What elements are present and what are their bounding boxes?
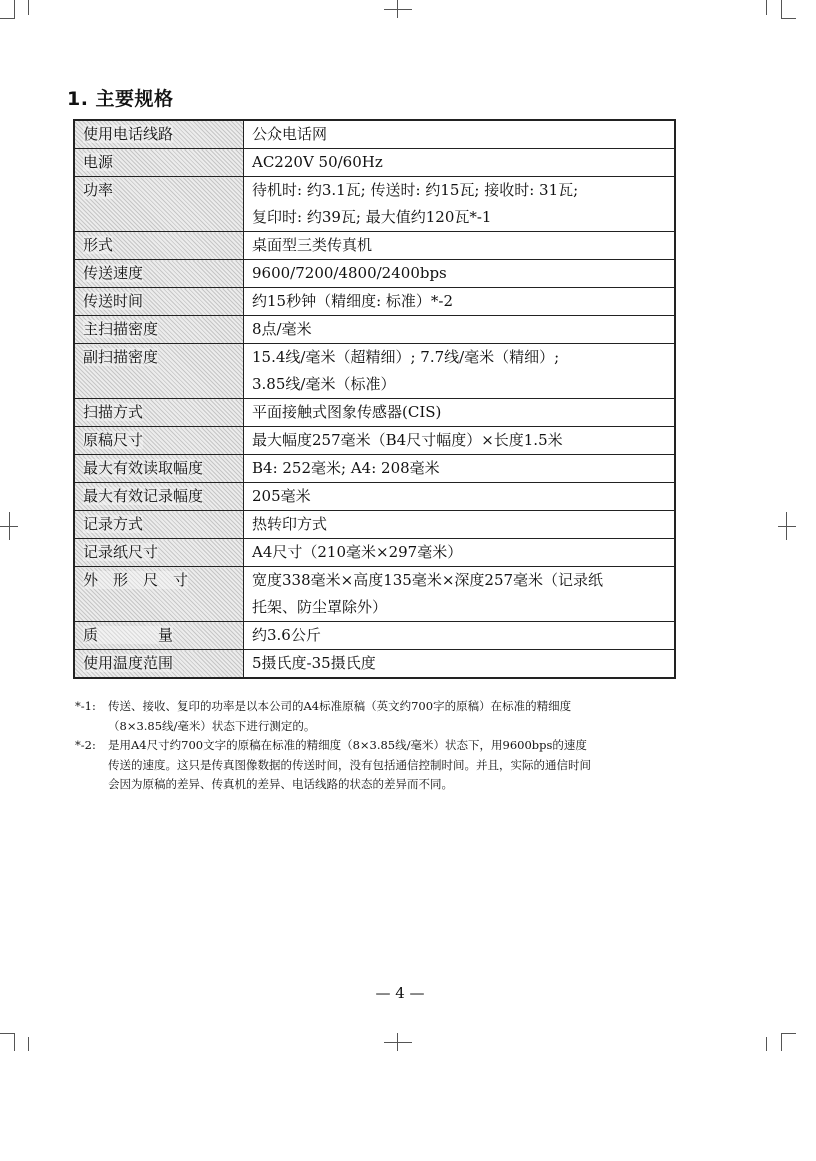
spec-value-line: 托架、防尘罩除外） bbox=[252, 598, 388, 616]
spec-value bbox=[244, 344, 676, 399]
footnote-text: 是用A4尺寸约700文字的原稿在标准的精细度（8×3.85线/毫米）状态下，用9600bps的速度传送的速度。这只是传真图像数据的传送时间，没有包括通信控制时间。并且，实际的通信时间会因为原稿的差异、传真机的差异、电话线路的状态的差异而不同。 bbox=[108, 738, 591, 791]
spec-value: B4: 252毫米; A4: 208毫米 bbox=[244, 455, 676, 483]
spec-label: 副扫描密度 bbox=[83, 348, 159, 366]
spec-label: 外 形 尺 寸 bbox=[83, 571, 189, 589]
footnote bbox=[75, 697, 595, 736]
table-row bbox=[74, 483, 675, 511]
table-row bbox=[74, 120, 675, 149]
spec-label: 扫描方式 bbox=[83, 403, 144, 421]
spec-label: 功率 bbox=[83, 181, 114, 199]
table-row bbox=[74, 232, 675, 260]
spec-value: 205毫米 bbox=[244, 483, 676, 511]
spec-value: 9600/7200/4800/2400bps bbox=[244, 260, 676, 288]
spec-label: 使用温度范围 bbox=[83, 654, 174, 672]
spec-value: 5摄氏度-35摄氏度 bbox=[244, 650, 676, 679]
crop-mark bbox=[28, 1037, 29, 1051]
spec-value-line: 复印时: 约39瓦; 最大值约120瓦*-1 bbox=[252, 208, 492, 226]
spec-value: 约15秒钟（精细度: 标准）*-2 bbox=[244, 288, 676, 316]
spec-table bbox=[73, 119, 676, 679]
footnote-text: 传送、接收、复印的功率是以本公司的A4标准原稿（英文约700字的原稿）在标准的精细度（8×3.85线/毫米）状态下进行测定的。 bbox=[108, 699, 572, 733]
crop-mark bbox=[781, 1033, 796, 1034]
crop-mark bbox=[14, 0, 15, 18]
table-row bbox=[74, 650, 675, 679]
table-row bbox=[74, 427, 675, 455]
footnotes bbox=[75, 697, 595, 795]
spec-value-line: 待机时: 约3.1瓦; 传送时: 约15瓦; 接收时: 31瓦; bbox=[252, 181, 579, 199]
crop-mark bbox=[28, 0, 29, 15]
spec-label: 主扫描密度 bbox=[83, 320, 159, 338]
spec-value bbox=[244, 567, 676, 622]
table-row bbox=[74, 539, 675, 567]
table-row bbox=[74, 316, 675, 344]
crop-mark bbox=[781, 0, 782, 18]
spec-value: 最大幅度257毫米（B4尺寸幅度）×长度1.5米 bbox=[244, 427, 676, 455]
spec-value bbox=[244, 177, 676, 232]
spec-label: 最大有效记录幅度 bbox=[83, 487, 204, 505]
footnote bbox=[75, 736, 595, 795]
spec-value: 热转印方式 bbox=[244, 511, 676, 539]
table-row bbox=[74, 399, 675, 427]
crop-mark bbox=[384, 9, 412, 10]
crop-mark bbox=[0, 526, 18, 527]
spec-label: 形式 bbox=[83, 236, 114, 254]
spec-value: 约3.6公斤 bbox=[244, 622, 676, 650]
spec-label: 传送时间 bbox=[83, 292, 144, 310]
crop-mark bbox=[781, 1033, 782, 1051]
spec-value: 8点/毫米 bbox=[244, 316, 676, 344]
spec-value-line: 3.85线/毫米（标准） bbox=[252, 375, 396, 393]
spec-value: A4尺寸（210毫米×297毫米） bbox=[244, 539, 676, 567]
spec-value-line: 15.4线/毫米（超精细）; 7.7线/毫米（精细）; bbox=[252, 348, 560, 366]
spec-value: 公众电话网 bbox=[244, 120, 676, 149]
crop-mark bbox=[778, 526, 796, 527]
crop-mark bbox=[0, 18, 15, 19]
spec-value: AC220V 50/60Hz bbox=[244, 149, 676, 177]
crop-mark bbox=[766, 1037, 767, 1051]
spec-label: 记录纸尺寸 bbox=[83, 543, 159, 561]
table-row bbox=[74, 260, 675, 288]
crop-mark bbox=[781, 18, 796, 19]
crop-mark bbox=[0, 1033, 15, 1034]
spec-label: 电源 bbox=[83, 153, 114, 171]
table-row bbox=[74, 455, 675, 483]
footnote-mark: *-1: bbox=[75, 699, 96, 713]
spec-label: 原稿尺寸 bbox=[83, 431, 144, 449]
crop-mark bbox=[14, 1033, 15, 1051]
table-row bbox=[74, 149, 675, 177]
spec-label: 最大有效读取幅度 bbox=[83, 459, 204, 477]
spec-label: 质 量 bbox=[83, 626, 174, 644]
crop-mark bbox=[384, 1042, 412, 1043]
spec-label: 使用电话线路 bbox=[83, 125, 174, 143]
table-row bbox=[74, 511, 675, 539]
footnote-mark: *-2: bbox=[75, 738, 96, 752]
spec-value-line: 宽度338毫米×高度135毫米×深度257毫米（记录纸 bbox=[252, 571, 604, 589]
table-row bbox=[74, 177, 675, 232]
table-row bbox=[74, 288, 675, 316]
table-row bbox=[74, 622, 675, 650]
spec-label: 记录方式 bbox=[83, 515, 144, 533]
table-row bbox=[74, 344, 675, 399]
table-row bbox=[74, 567, 675, 622]
spec-label: 传送速度 bbox=[83, 264, 144, 282]
section-title: 1. 主要规格 bbox=[67, 88, 174, 110]
spec-value: 平面接触式图象传感器(CIS) bbox=[244, 399, 676, 427]
crop-mark bbox=[766, 0, 767, 15]
spec-value: 桌面型三类传真机 bbox=[244, 232, 676, 260]
page-number: — 4 — bbox=[375, 984, 425, 1002]
